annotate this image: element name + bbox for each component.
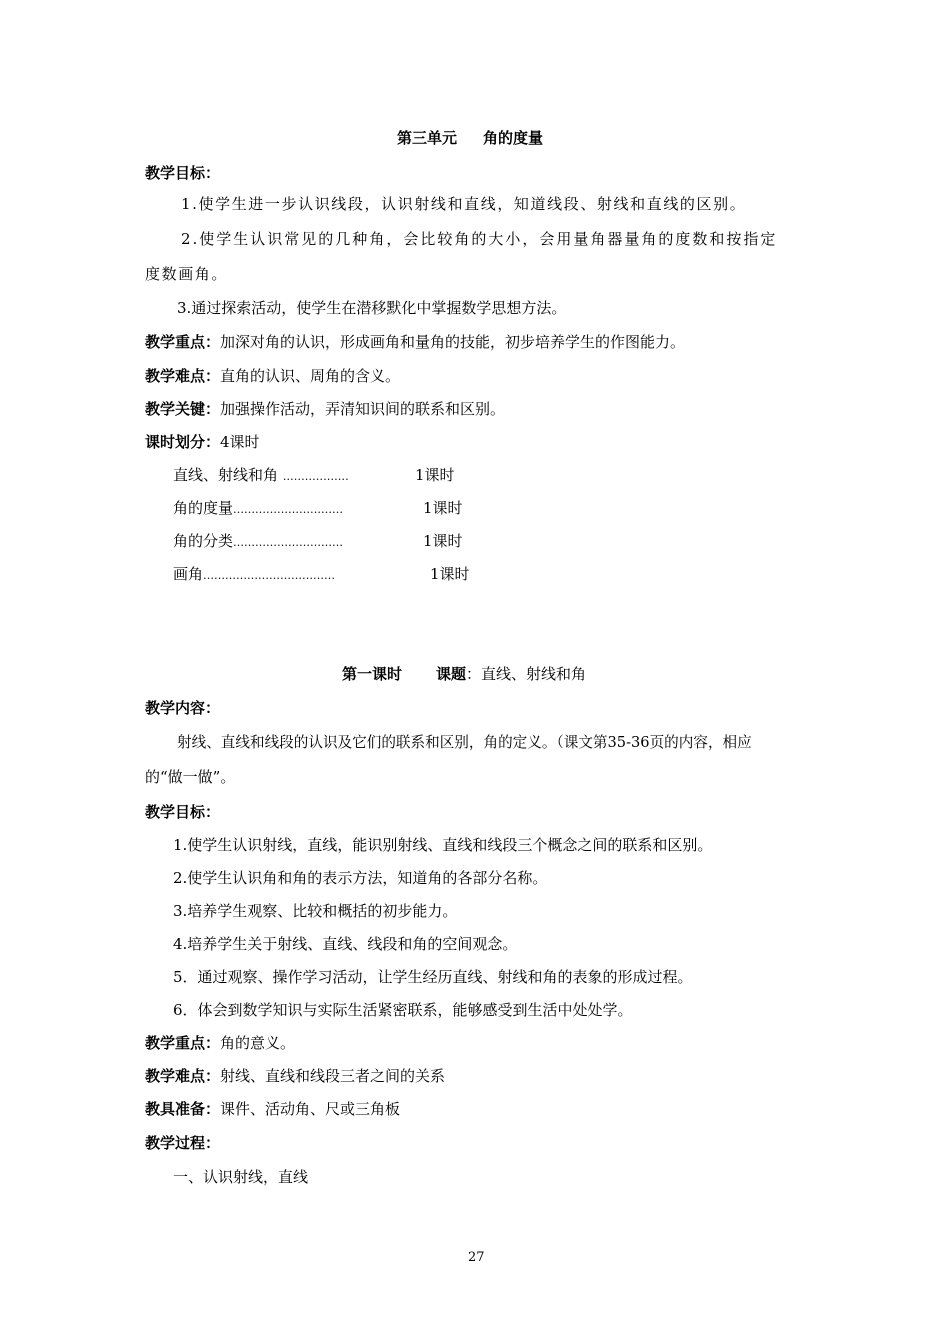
lesson-content-2: 的“做一做”。 [145, 768, 236, 786]
lesson-goal-4: 4.培养学生关于射线、直线、线段和角的空间观念。 [173, 935, 518, 953]
schedule-dots: ……………… [282, 470, 349, 483]
unit-difficulty-label: 教学难点： [145, 367, 221, 385]
unit-title [397, 128, 543, 148]
lesson-tools [145, 1099, 400, 1119]
lesson-goal-3: 3.培养学生观察、比较和概括的初步能力。 [173, 902, 458, 920]
schedule-name: 画角 [173, 565, 204, 583]
unit-difficulty [145, 366, 400, 386]
lesson-focus-label: 教学重点： [145, 1034, 221, 1052]
lesson-process-step-1: 一、认识射线，直线 [173, 1168, 309, 1186]
schedule-name: 角的度量 [173, 499, 234, 517]
schedule-row [173, 564, 335, 586]
lesson-goal-1: 1.使学生认识射线，直线，能识别射线、直线和线段三个概念之间的联系和区别。 [173, 836, 713, 854]
unit-hours [145, 432, 260, 452]
lesson-goal-2: 2.使学生认识角和角的表示方法，知道角的各部分名称。 [173, 869, 548, 887]
unit-goal-3: 3.通过探索活动，使学生在潜移默化中掌握数学思想方法。 [177, 299, 567, 317]
lesson-goals-label: 教学目标： [145, 803, 221, 821]
lesson-goal-6: 6．体会到数学知识与实际生活紧密联系，能够感受到生活中处处学。 [173, 1001, 633, 1019]
schedule-dots: ……………………………… [203, 569, 336, 582]
lesson-topic-label: 课题 [436, 665, 467, 683]
unit-difficulty-text: 直角的认识、周角的含义。 [220, 367, 401, 385]
schedule-hours: 1课时 [423, 499, 463, 517]
lesson-difficulty-text: 射线、直线和线段三者之间的关系 [220, 1067, 446, 1085]
lesson-tools-label: 教具准备： [145, 1100, 221, 1118]
lesson-content-label: 教学内容： [145, 699, 221, 717]
unit-key [145, 399, 505, 419]
schedule-row [173, 498, 343, 520]
schedule-hours: 1课时 [415, 466, 455, 484]
unit-key-label: 教学关键： [145, 400, 221, 418]
lesson-tools-text: 课件、活动角、尺或三角板 [220, 1100, 401, 1118]
unit-key-text: 加强操作活动，弄清知识间的联系和区别。 [220, 400, 506, 418]
unit-focus [145, 332, 685, 352]
lesson-title [342, 664, 586, 684]
lesson-difficulty [145, 1066, 445, 1086]
unit-focus-text: 加深对角的认识，形成画角和量角的技能，初步培养学生的作图能力。 [220, 333, 686, 351]
lesson-focus-text: 角的意义。 [220, 1034, 296, 1052]
unit-number: 第三单元 [397, 129, 458, 147]
lesson-focus [145, 1033, 295, 1053]
lesson-number: 第一课时 [342, 665, 403, 683]
lesson-content-1: 射线、直线和线段的认识及它们的联系和区别，角的定义。（课文第35-36页的内容，相应 [177, 734, 752, 751]
lesson-topic: ：直线、射线和角 [466, 665, 587, 683]
unit-hours-text: 4课时 [220, 433, 260, 451]
schedule-name: 直线、射线和角 [173, 466, 283, 484]
unit-goals-label: 教学目标： [145, 164, 221, 182]
schedule-hours: 1课时 [423, 532, 463, 550]
lesson-process-label: 教学过程： [145, 1134, 221, 1152]
schedule-name: 角的分类 [173, 532, 234, 550]
lesson-goal-5: 5．通过观察、操作学习活动，让学生经历直线、射线和角的表象的形成过程。 [173, 968, 693, 986]
lesson-difficulty-label: 教学难点： [145, 1067, 221, 1085]
schedule-row [173, 465, 349, 487]
schedule-hours: 1课时 [430, 565, 470, 583]
unit-subtitle: 角的度量 [483, 129, 544, 147]
unit-goal-2-cont: 度数画角。 [145, 265, 229, 283]
unit-goal-2: 2.使学生认识常见的几种角，会比较角的大小，会用量角器量角的度数和按指定 [181, 230, 778, 248]
unit-focus-label: 教学重点： [145, 333, 221, 351]
unit-hours-label: 课时划分： [145, 433, 221, 451]
schedule-row [173, 531, 343, 553]
page-number: 27 [468, 1250, 485, 1265]
schedule-dots: ………………………… [233, 503, 344, 516]
schedule-dots: ………………………… [233, 536, 344, 549]
unit-goal-1: 1.使学生进一步认识线段，认识射线和直线，知道线段、射线和直线的区别。 [181, 195, 747, 213]
